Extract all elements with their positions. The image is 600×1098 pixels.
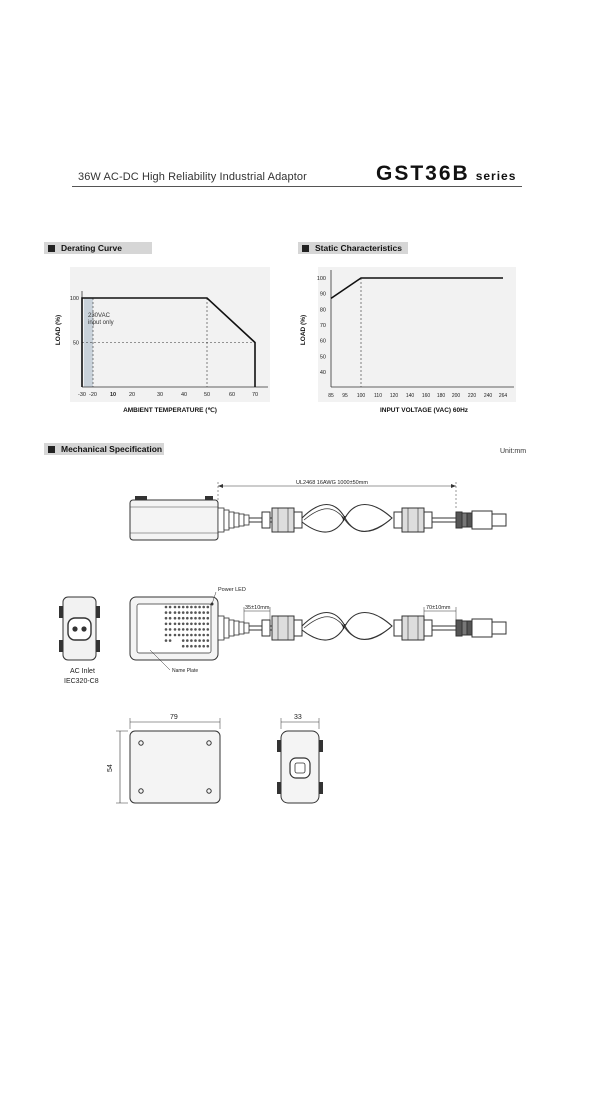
derating-y-tick-label: 100 [69,296,79,302]
vent-hole [202,606,205,609]
vent-hole [174,617,177,620]
vent-hole [165,623,168,626]
vent-hole [198,606,201,609]
dim-35mm-label: 35±10mm [245,605,270,611]
ac-inlet-label: AC Inlet [70,668,95,675]
vent-hole [169,611,172,614]
vent-hole [165,617,168,620]
derating-annotation-line1: 230VAC [88,313,110,319]
vent-hole [186,611,189,614]
vent-hole [186,617,189,620]
vent-hole [190,606,193,609]
vent-hole [182,623,185,626]
vent-hole [198,611,201,614]
vent-hole [186,639,189,642]
ferrite-core-label: Y [341,516,346,523]
vent-hole [194,617,197,620]
vent-hole [202,617,205,620]
dim-70mm-label: 70±10mm [426,605,451,611]
power-led-label: Power LED [218,587,246,593]
vent-hole [198,628,201,631]
vent-hole [174,628,177,631]
vent-hole [194,639,197,642]
vent-hole [198,645,201,648]
derating-x-tick-label: 70 [251,392,259,398]
vent-hole [165,606,168,609]
ferrite-core-label-2: Y [341,624,346,631]
vent-hole [190,634,193,637]
vent-hole [169,628,172,631]
vent-hole [174,606,177,609]
static-y-tick-label: 100 [316,276,326,282]
vent-hole [169,639,172,642]
vent-hole [169,634,172,637]
static-x-tick-label: 240 [483,393,493,399]
ac-inlet-view [59,597,100,660]
vent-hole [178,623,181,626]
derating-x-tick-label: 10 [109,392,117,398]
vent-hole [194,634,197,637]
static-x-tick-label: 220 [467,393,477,399]
derating-x-axis-label: AMBIENT TEMPERATURE (℃) [123,407,217,414]
derating-x-tick-label: 30 [156,392,164,398]
static-y-tick-label: 70 [319,323,326,329]
vent-hole [186,623,189,626]
vent-hole [194,606,197,609]
cable-length-label: UL2468 16AWG 1000±50mm [296,480,368,486]
vent-hole [190,639,193,642]
vent-hole [190,617,193,620]
vent-hole [190,645,193,648]
width-dimension: 79 [170,714,178,721]
vent-hole [198,623,201,626]
vent-hole [202,645,205,648]
vent-hole [207,634,210,637]
vent-hole [207,645,210,648]
vent-hole [207,611,210,614]
cable-bottom [244,607,506,640]
section-derating-label: Derating Curve [61,243,122,253]
derating-y-tick-label: 50 [72,340,79,347]
derating-x-tick-label: 20 [128,392,136,398]
vent-hole [182,628,185,631]
derating-x-tick-label: -30 [78,392,86,398]
static-x-tick-label: 110 [374,393,382,399]
adapter-end-view [277,718,323,803]
vent-hole [174,623,177,626]
vent-hole [182,606,185,609]
static-y-tick-label: 90 [319,291,326,298]
vent-hole [202,634,205,637]
static-y-axis-label: LOAD (%) [300,314,307,346]
vent-hole [194,628,197,631]
derating-x-tick-label: 60 [228,392,236,398]
derating-x-tick-label: -20 [89,392,97,398]
depth-dimension: 33 [294,714,302,721]
name-plate-label: Name Plate [172,668,199,674]
static-y-tick-label: 60 [319,338,326,345]
static-x-tick-label: 120 [389,393,399,399]
ac-inlet-standard-label: IEC320-C8 [64,678,99,685]
static-x-tick-label: 140 [405,393,415,399]
vent-hole [174,611,177,614]
vent-hole [178,617,181,620]
vent-hole [182,611,185,614]
vent-hole [182,634,185,637]
vent-hole [186,628,189,631]
vent-hole [165,628,168,631]
vent-hole [178,634,181,637]
vent-hole [202,639,205,642]
vent-hole [165,634,168,637]
vent-hole [198,634,201,637]
vent-hole [178,611,181,614]
vent-hole [194,645,197,648]
static-y-tick-label: 80 [319,307,326,314]
vent-hole [190,628,193,631]
vent-hole [194,611,197,614]
static-x-tick-label: 85 [328,393,334,399]
vent-hole [186,606,189,609]
static-x-tick-label: 95 [342,393,348,399]
vent-hole [169,606,172,609]
cable-top [218,482,506,532]
header-subtitle: 36W AC-DC High Reliability Industrial Adaptor [78,171,307,183]
vent-hole [178,628,181,631]
vent-hole [207,623,210,626]
vent-hole [190,611,193,614]
vent-hole [178,606,181,609]
vent-hole [174,634,177,637]
vent-hole [182,639,185,642]
vent-hole [198,617,201,620]
adapter-top-view [130,592,249,670]
derating-x-tick-label: 40 [180,392,188,398]
vent-hole [169,617,172,620]
derating-annotation-line2: input only [88,320,114,326]
adapter-bottom-view [116,718,220,803]
vent-hole [202,628,205,631]
vent-hole [207,628,210,631]
static-y-tick-label: 50 [319,354,326,361]
static-x-tick-label: 264 [498,393,508,399]
derating-y-axis-label: LOAD (%) [55,314,62,346]
static-y-tick-label: 40 [319,370,326,376]
static-x-tick-label: 200 [451,393,461,399]
static-x-axis-label: INPUT VOLTAGE (VAC) 60Hz [379,407,469,414]
vent-hole [194,623,197,626]
vent-hole [182,645,185,648]
adapter-side-view [130,496,249,540]
vent-hole [186,634,189,637]
vent-hole [186,645,189,648]
vent-hole [207,639,210,642]
unit-label: Unit:mm [500,448,527,455]
vent-hole [202,623,205,626]
series-label: series [475,169,517,183]
section-mechanical-label: Mechanical Specification [61,444,163,454]
vent-hole [198,639,201,642]
vent-hole [207,617,210,620]
static-x-tick-label: 180 [436,393,446,399]
vent-hole [165,639,168,642]
vent-hole [202,611,205,614]
static-x-tick-label: 100 [356,393,366,399]
vent-hole [190,623,193,626]
height-dimension: 54 [107,764,114,772]
vent-hole [207,606,210,609]
section-static-label: Static Characteristics [315,243,402,253]
derating-x-tick-label: 50 [203,392,211,398]
vent-hole [169,623,172,626]
static-x-tick-label: 160 [421,393,431,399]
vent-hole [165,611,168,614]
model-name: GST36B [376,162,470,185]
vent-hole [182,617,185,620]
